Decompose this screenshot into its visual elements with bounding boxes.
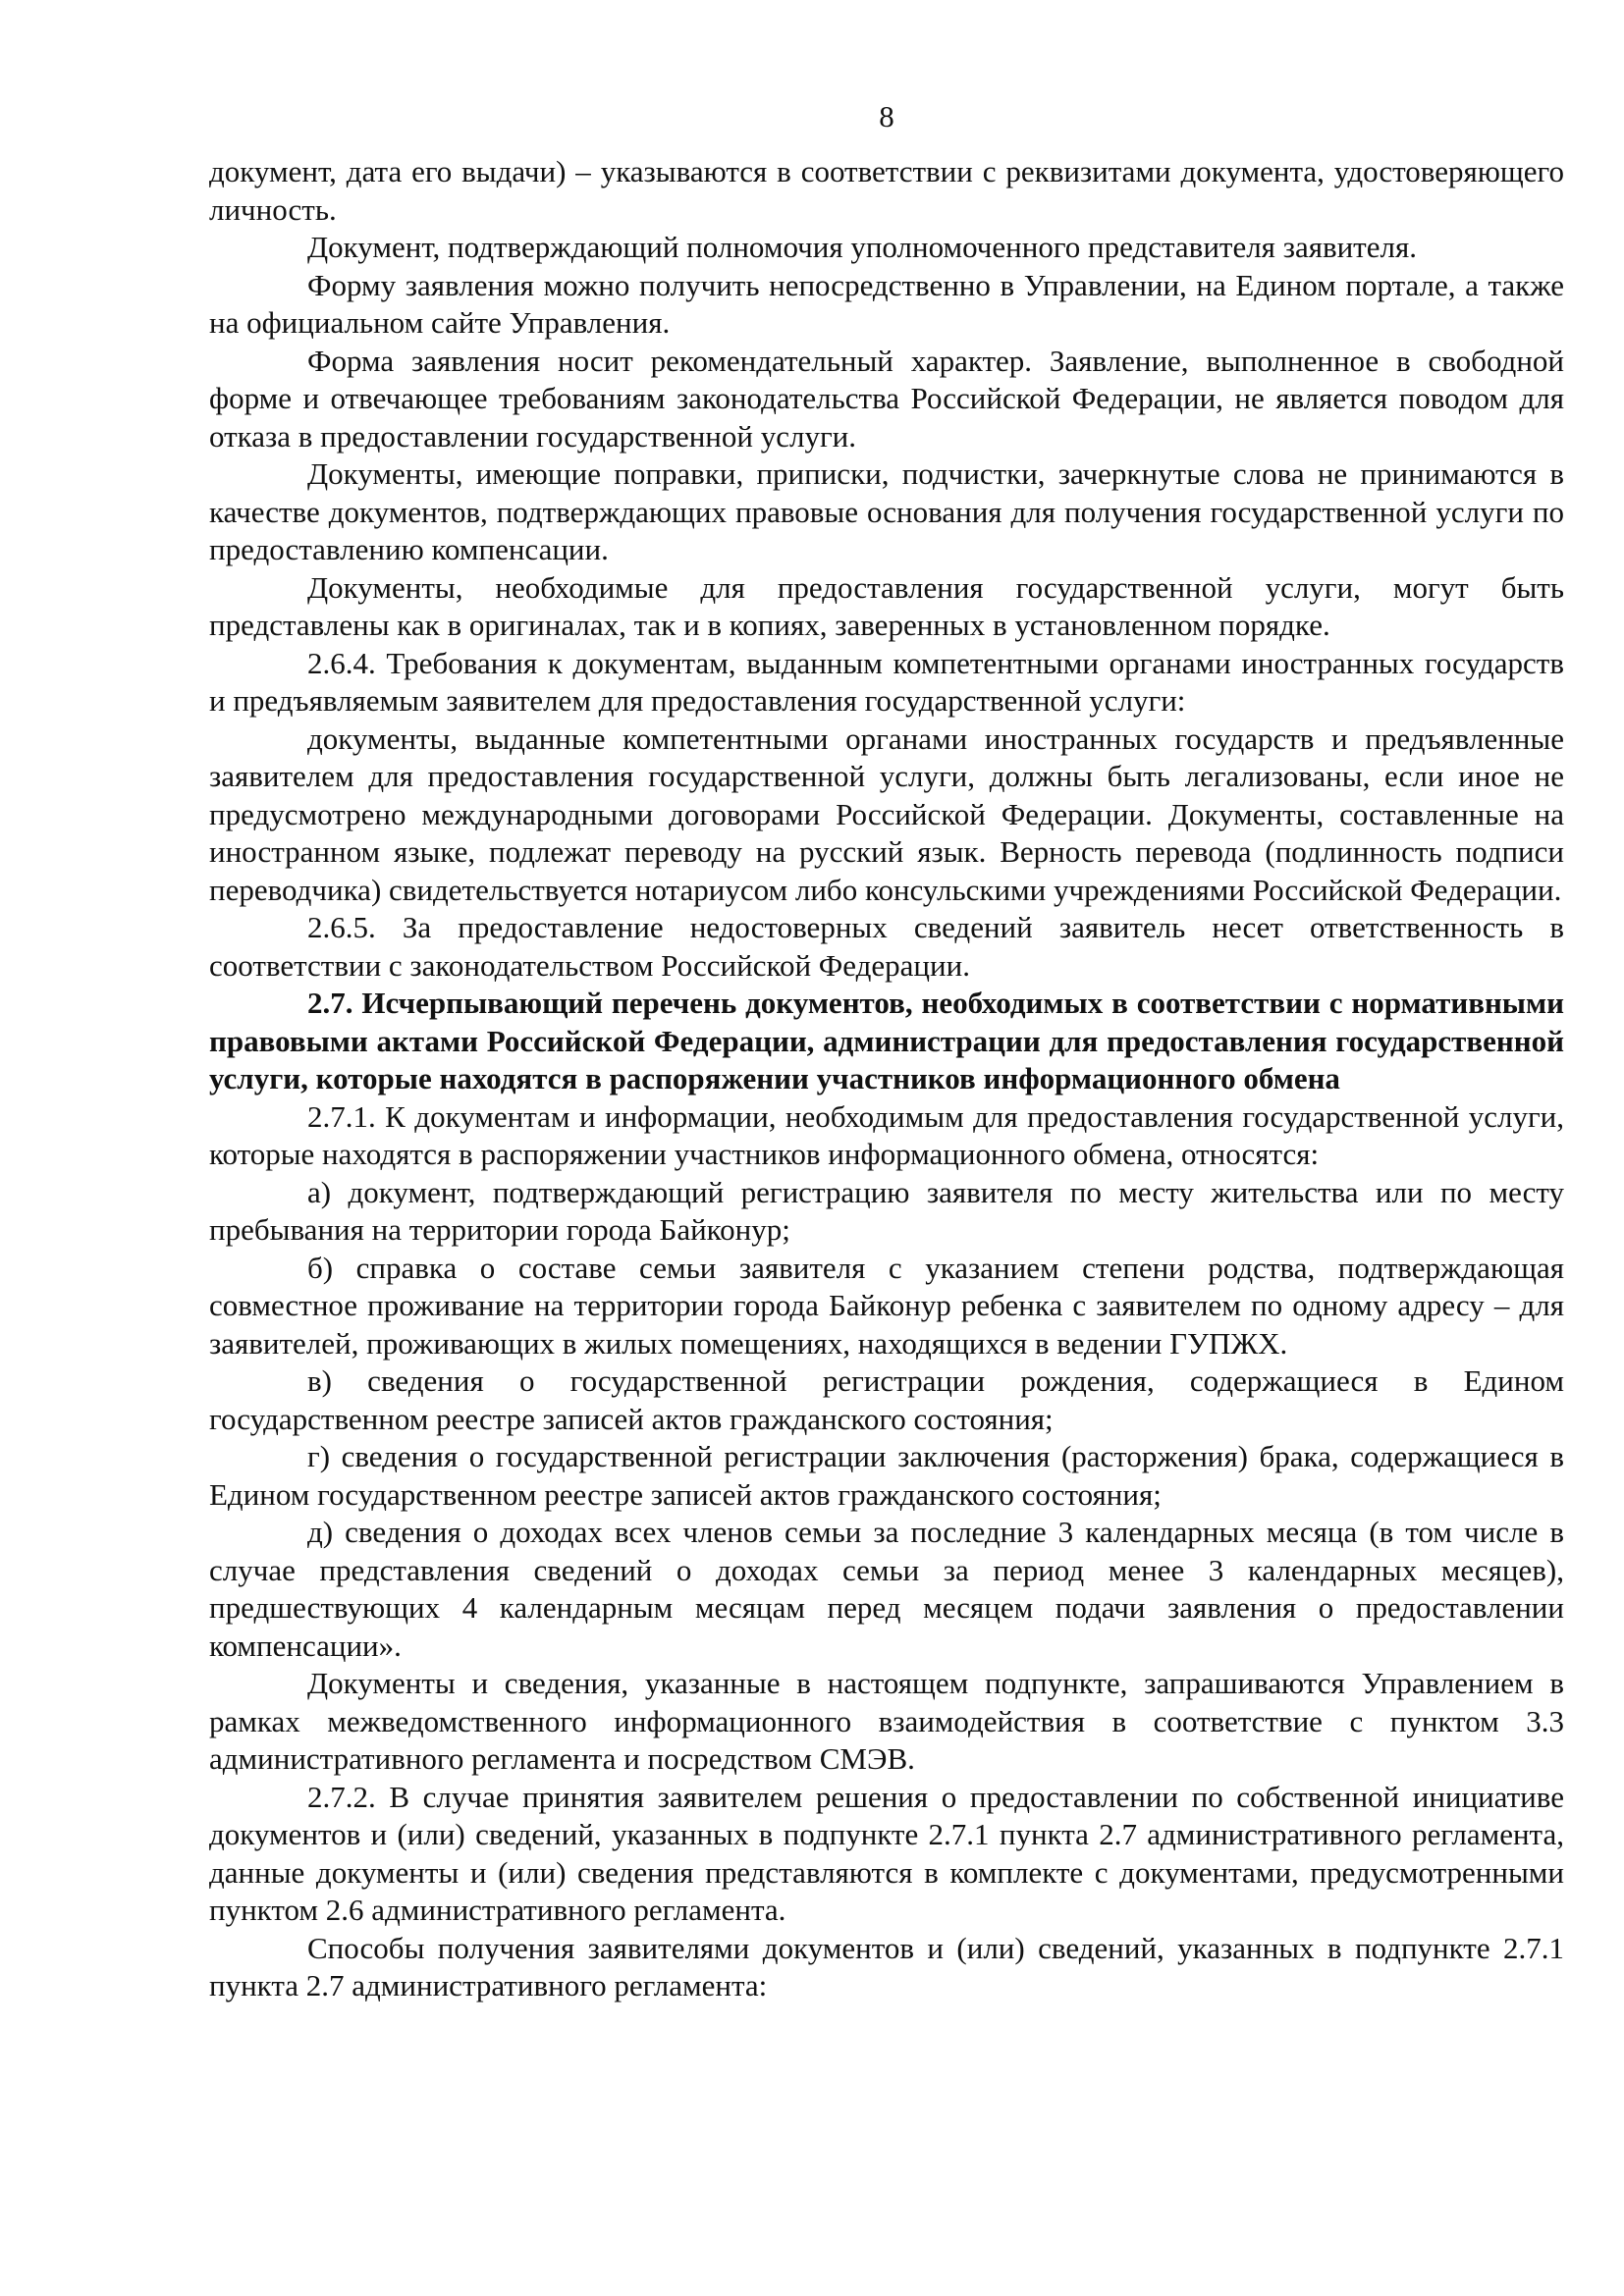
paragraph-2-7-1: 2.7.1. К документам и информации, необходимым для предоставления государственной услуги, которые находятся в распоряжении участников информационного обмена, относятся: (209, 1098, 1564, 1171)
paragraph: Документы и сведения, указанные в настоящем подпункте, запрашиваются Управлением в рамках межведомственного информационного взаимодействия в соответствие с пунктом 3.3 административного регламента и посредством СМЭВ. (209, 1666, 1564, 1776)
document-body (209, 153, 1564, 2005)
paragraph: Форма заявления носит рекомендательный характер. Заявление, выполненное в свободной форме и отвечающее требованиям законодательства Российской Федерации, не является поводом для отказа в предоставлении государственной услуги. (209, 343, 1564, 454)
section-heading-2-7: 2.7. Исчерпывающий перечень документов, необходимых в соответствии с нормативными правовыми актами Российской Федерации, администрации для предоставления государственной услуги, которые находятся в распоряжении участников информационного обмена (209, 986, 1564, 1095)
paragraph: Документы, необходимые для предоставления государственной услуги, могут быть представлены как в оригиналах, так и в копиях, заверенных в установленном порядке. (209, 569, 1564, 642)
list-item-v: в) сведения о государственной регистрации рождения, содержащиеся в Едином государственном реестре записей актов гражданского состояния; (209, 1363, 1564, 1436)
paragraph: Документ, подтверждающий полномочия уполномоченного представителя заявителя. (307, 230, 1417, 264)
page-number: 8 (879, 99, 894, 133)
paragraph-2-6-4: 2.6.4. Требования к документам, выданным компетентными органами иностранных государств и предъявляемым заявителем для предоставления государственной услуги: (209, 645, 1564, 718)
paragraph: Форму заявления можно получить непосредственно в Управлении, на Едином портале, а также на официальном сайте Управления. (209, 267, 1564, 340)
paragraph: Способы получения заявителями документов и (или) сведений, указанных в подпункте 2.7.1 пункта 2.7 административного регламента: (209, 1930, 1564, 2002)
paragraph-2-6-5: 2.6.5. За предоставление недостоверных сведений заявитель несет ответственность в соответствии с законодательством Российской Федерации. (209, 910, 1564, 983)
paragraph: Документы, имеющие поправки, приписки, подчистки, зачеркнутые слова не принимаются в качестве документов, подтверждающих правовые основания для получения государственной услуги по предоставлению компенсации. (209, 456, 1564, 566)
paragraph: документы, выданные компетентными органами иностранных государств и предъявленные заявителем для предоставления государственной услуги, должны быть легализованы, если иное не предусмотрено международными договорами Российской Федерации. Документы, составленные на иностранном языке, подлежат переводу на русский язык. Верность перевода (подлинность подписи переводчика) свидетельствуется нотариусом либо консульскими учреждениями Российской Федерации. (209, 721, 1564, 907)
paragraph-continuation: документ, дата его выдачи) – указываются в соответствии с реквизитами документа, удостоверяющего личность. (209, 154, 1564, 227)
list-item-b: б) справка о составе семьи заявителя с указанием степени родства, подтверждающая совместное проживание на территории города Байконур ребенка с заявителем по одному адресу – для заявителей, проживающих в жилых помещениях, находящихся в ведении ГУПЖХ. (209, 1250, 1564, 1361)
list-item-g: г) сведения о государственной регистрации заключения (расторжения) брака, содержащиеся в Едином государственном реестре записей актов гражданского состояния; (209, 1439, 1564, 1512)
paragraph-2-7-2: 2.7.2. В случае принятия заявителем решения о предоставлении по собственной инициативе документов и (или) сведений, указанных в подпункте 2.7.1 пункта 2.7 административного регламента, данные документы и (или) сведения представляются в комплекте с документами, предусмотренными пунктом 2.6 административного регламента. (209, 1779, 1564, 1927)
list-item-d: д) сведения о доходах всех членов семьи за последние 3 календарных месяца (в том числе в случае представления сведений о доходах семьи за период менее 3 календарных месяцев), предшествующих 4 календарным месяцам перед месяцем подачи заявления о предоставлении компенсации». (209, 1515, 1564, 1663)
list-item-a: а) документ, подтверждающий регистрацию заявителя по месту жительства или по месту пребывания на территории города Байконур; (209, 1174, 1564, 1247)
